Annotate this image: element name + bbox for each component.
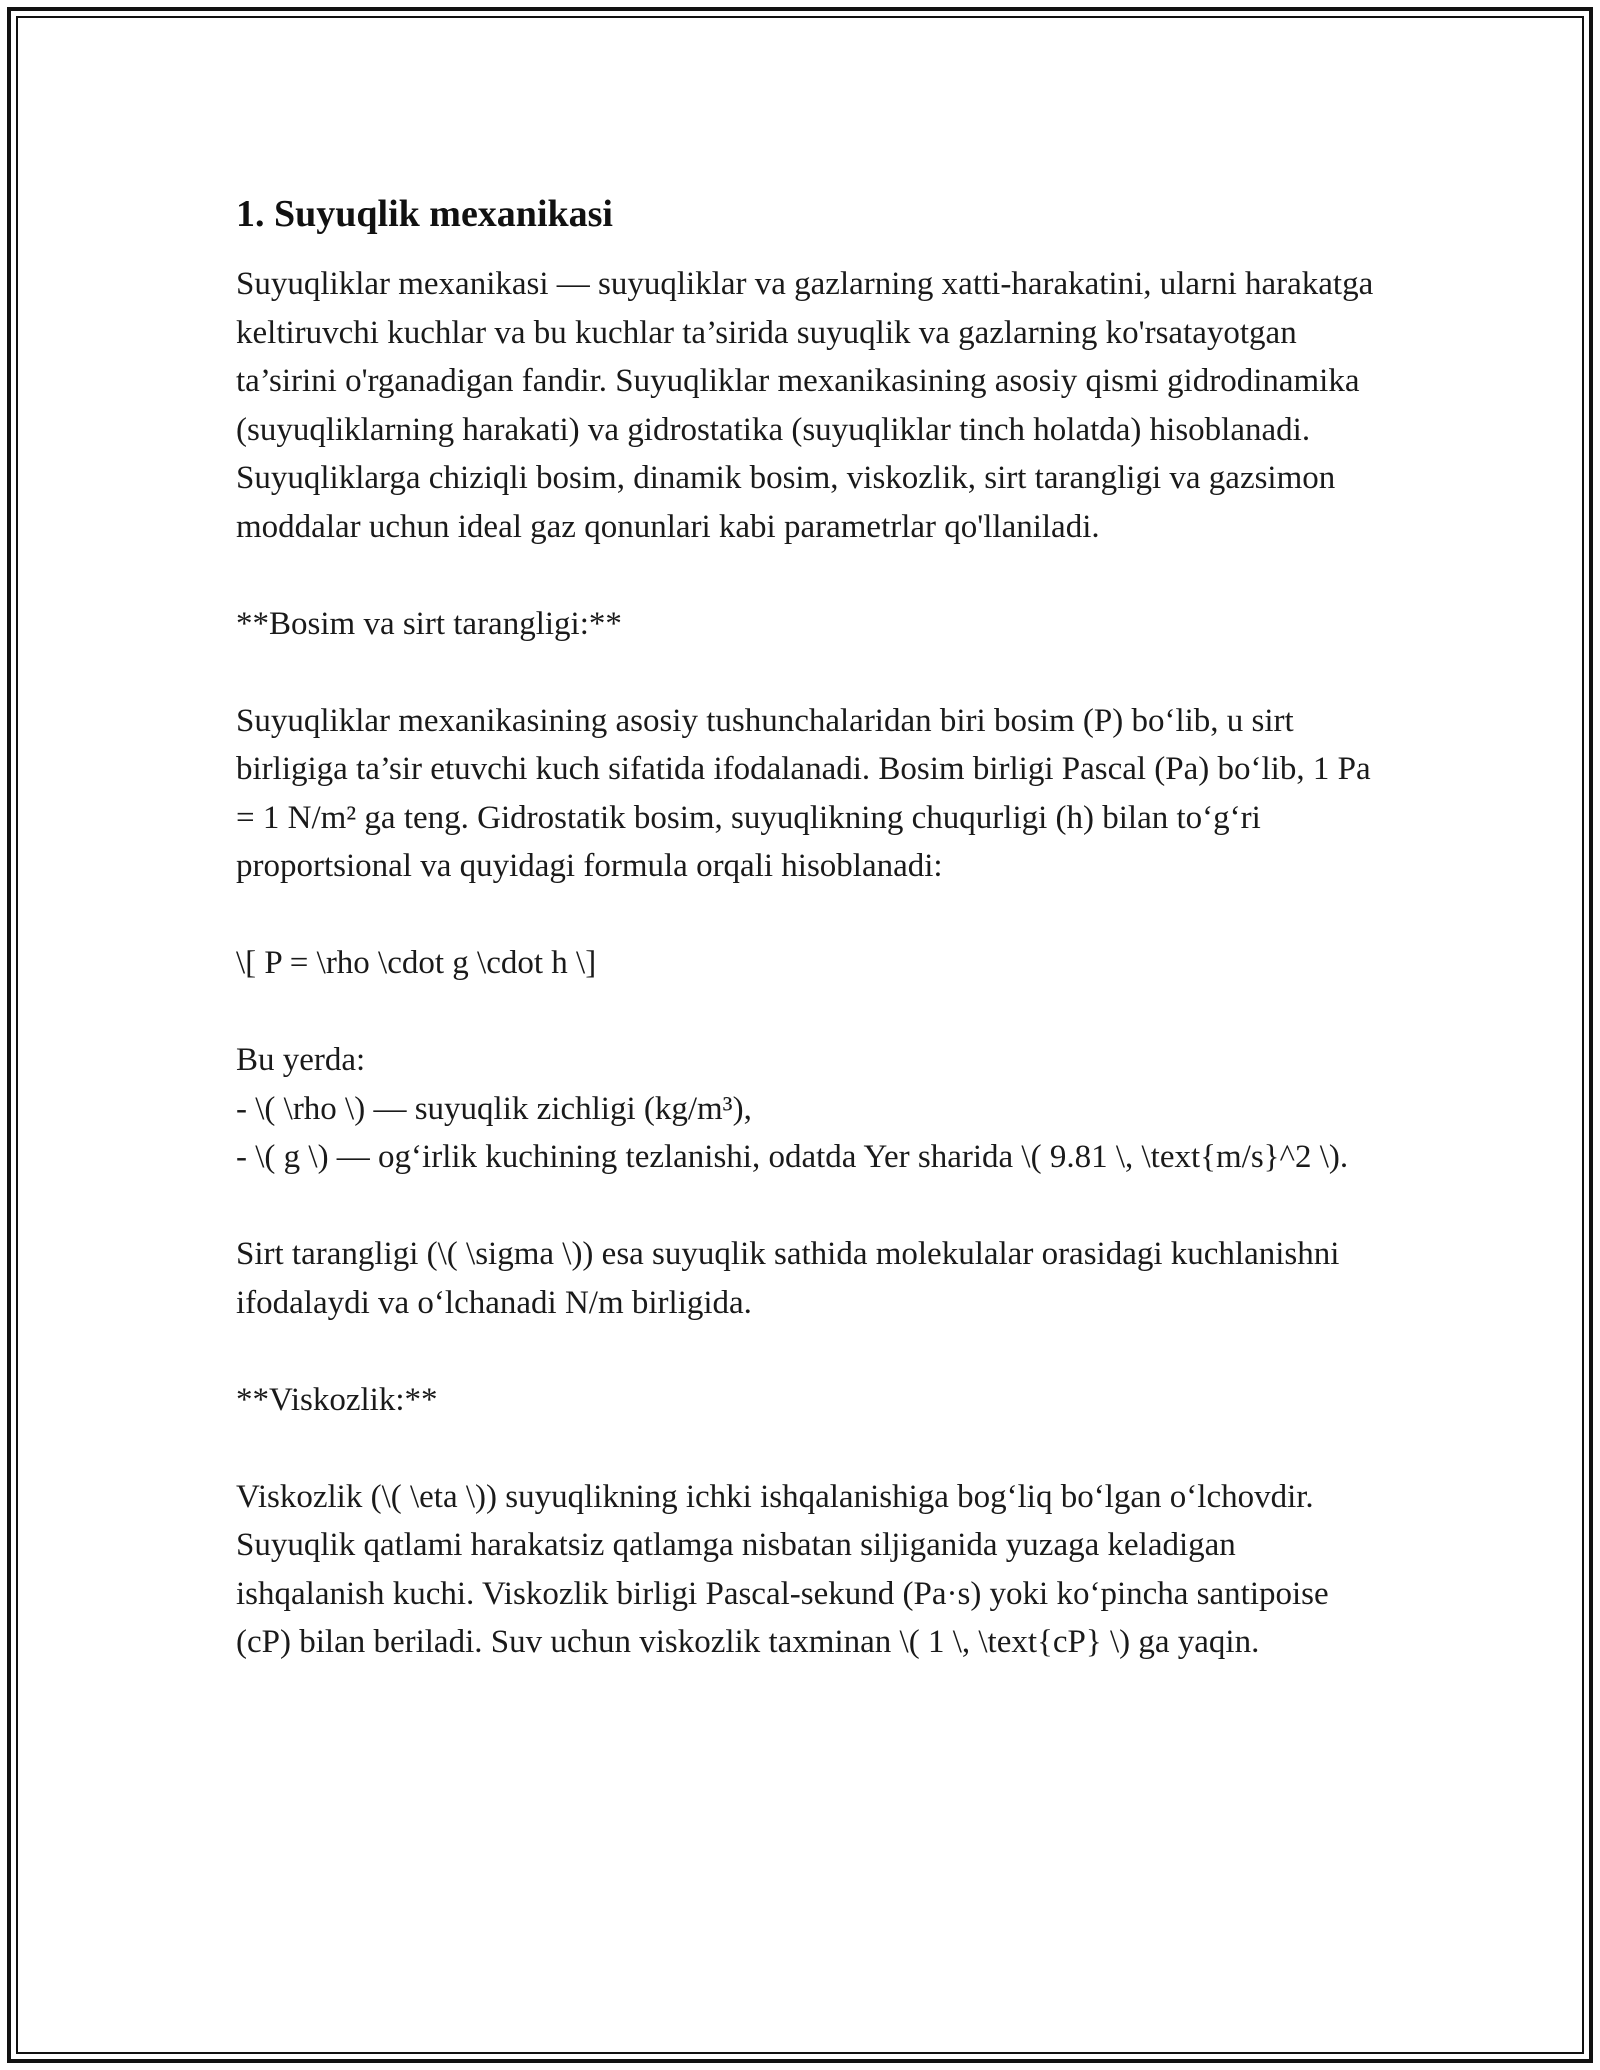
pressure-paragraph: Suyuqliklar mexanikasining asosiy tushunchalaridan biri bosim (P) bo‘lib, u sirt birligiga ta’sir etuvchi kuch sifatida ifodalanadi. Bosim birligi Pascal (Pa) bo‘lib, 1 Pa = 1 N/m² ga teng. Gidrostatik bosim, suyuqlikning chuqurligi (h) bilan to‘g‘ri proportsional va quyidagi formula orqali hisoblanadi: [236, 702, 1379, 884]
pressure-formula: \[ P = \rho \cdot g \cdot h \] [236, 945, 597, 981]
paragraph-gap [236, 1424, 1376, 1473]
viscosity-subheading: **Viskozlik:** [236, 1381, 438, 1418]
document-body [236, 188, 1382, 1667]
paragraph-gap [236, 988, 1376, 1037]
paragraph-gap [236, 891, 1376, 940]
surface-tension-paragraph: Sirt tarangligi (\( \sigma \)) esa suyuqlik sathida molekulalar orasidagi kuchlanishni ifodalaydi va o‘lchanadi N/m birligida. [236, 1236, 1348, 1321]
pressure-subheading: **Bosim va sirt tarangligi:** [236, 605, 622, 642]
section-heading: 1. Suyuqlik mexanikasi [236, 193, 613, 235]
paragraph-gap [236, 551, 1376, 600]
formula-legend: Bu yerda: - \( \rho \) — suyuqlik zichligi (kg/m³), - \( g \) — og‘irlik kuchining tezlanishi, odatda Yer sharida \( 9.81 \, \text{m/s}^2 \). [236, 1042, 1349, 1175]
intro-paragraph: Suyuqliklar mexanikasi — suyuqliklar va gazlarning xatti-harakatini, ularni harakatga keltiruvchi kuchlar va bu kuchlar ta’sirida suyuqlik va gazlarning ko'rsatayotgan ta’sirini o'rganadigan fandir. Suyuqliklar mexanikasining asosiy qismi gidrodinamika (suyuqliklarning harakati) va gidrostatika (suyuqliklar tinch holatda) hisoblanadi. Suyuqliklarga chiziqli bosim, dinamik bosim, viskozlik, sirt tarangligi va gazsimon moddalar uchun ideal gaz qonunlari kabi parametrlar qo'llaniladi. [236, 266, 1382, 545]
paragraph-gap [236, 648, 1376, 697]
viscosity-paragraph: Viskozlik (\( \eta \)) suyuqlikning ichki ishqalanishiga bog‘liq bo‘lgan o‘lchovdir. Suyuqlik qatlami harakatsiz qatlamga nisbatan siljiganida yuzaga keladigan ishqalanish kuchi. Viskozlik birligi Pascal-sekund (Pa·s) yoki ko‘pincha santipoise (cP) bilan beriladi. Suv uchun viskozlik taxminan \( 1 \, \text{cP} \) ga yaqin. [236, 1478, 1337, 1660]
paragraph-gap [236, 1182, 1376, 1231]
paragraph-gap [236, 1327, 1376, 1376]
